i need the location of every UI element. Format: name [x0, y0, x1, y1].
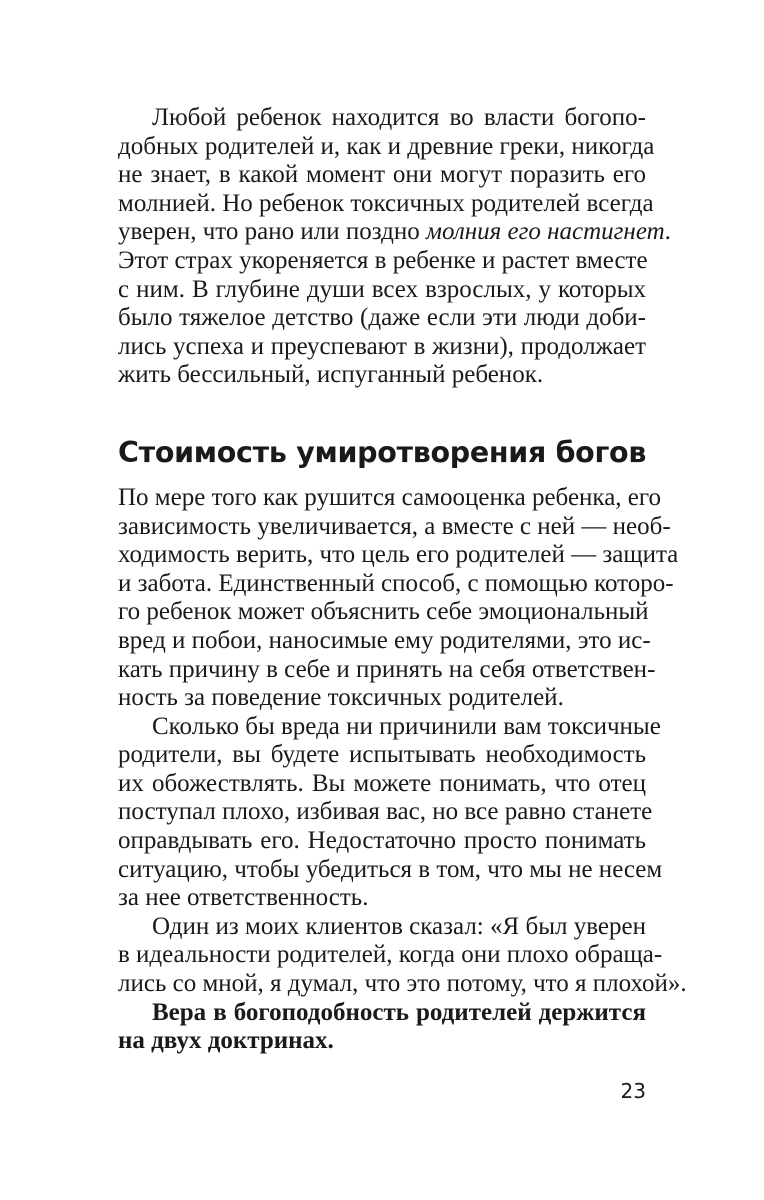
text-fragment: . [664, 218, 671, 246]
text-line: было тяжелое детство (даже если эти люди доби- [118, 304, 646, 332]
text-line: зависимость увеличивается, а вместе с ней — необ- [118, 512, 671, 540]
text-line: По мере того как рушится самооценка ребенка, его [118, 483, 662, 511]
page-number: 23 [620, 1079, 646, 1103]
text-line-with-emphasis [118, 218, 671, 247]
text-line: родители, вы будете испытывать необходимость [118, 741, 646, 769]
text-line: Любой ребенок находится во власти богопо- [152, 104, 646, 131]
text-line: поступал плохо, избивая вас, но все равно станете [118, 798, 653, 826]
text-line: не знает, в какой момент они могут поразить его [118, 161, 646, 189]
text-line: Один из моих клиентов сказал: «Я был уверен [152, 912, 646, 940]
emphasized-phrase: молния его настигнет [426, 218, 665, 246]
paragraph-client-quote [118, 912, 687, 999]
text-line: в идеальности родителей, когда они плохо обраща- [118, 941, 663, 969]
text-line: ность за поведение токсичных родителей. [118, 684, 564, 712]
paragraph-deification [118, 712, 663, 913]
text-line: Вера в богоподобность родителей держится [152, 998, 646, 1026]
text-line: кать причину в себе и принять на себя ответствен- [118, 655, 656, 683]
text-line: добных родителей и, как и древние греки, никогда [118, 132, 655, 160]
text-line: го ребенок может объяснить себе эмоциональный [118, 598, 649, 626]
text-fragment: уверен, что рано или поздно [118, 218, 427, 246]
text-line: молнией. Но ребенок токсичных родителей всегда [118, 189, 654, 217]
text-line: жить бессильный, испуганный ребенок. [118, 361, 544, 389]
section-heading: Стоимость умиротворения богов [118, 435, 647, 469]
text-line: и забота. Единственный способ, с помощью которо- [118, 569, 674, 597]
text-line: лись со мной, я думал, что это потому, что я плохой». [118, 970, 687, 998]
page-body [118, 104, 687, 1056]
paragraph-two-doctrines [118, 999, 646, 1056]
text-line: оправдывать его. Недостаточно просто понимать [118, 827, 646, 855]
text-line: лись успеха и преуспевают в жизни), продолжает [118, 332, 646, 360]
text-line: вред и побои, наносимые ему родителями, это ис- [118, 626, 651, 654]
text-line: Сколько бы вреда ни причинили вам токсичные [152, 712, 661, 740]
text-line: ситуацию, чтобы убедиться в том, что мы не несем [118, 855, 663, 883]
text-line: Этот страх укореняется в ребенке и растет вместе [118, 246, 648, 274]
text-line: их обожествлять. Вы можете понимать, что отец [118, 769, 646, 797]
text-line: ходимость верить, что цель его родителей — защита [118, 541, 679, 569]
text-line: на двух доктринах. [118, 1027, 334, 1055]
paragraph-self-esteem [118, 483, 679, 713]
text-line: за нее ответственность. [118, 884, 369, 912]
paragraph-gods-power [118, 104, 671, 390]
text-line: с ним. В глубине души всех взрослых, у которых [118, 275, 646, 303]
